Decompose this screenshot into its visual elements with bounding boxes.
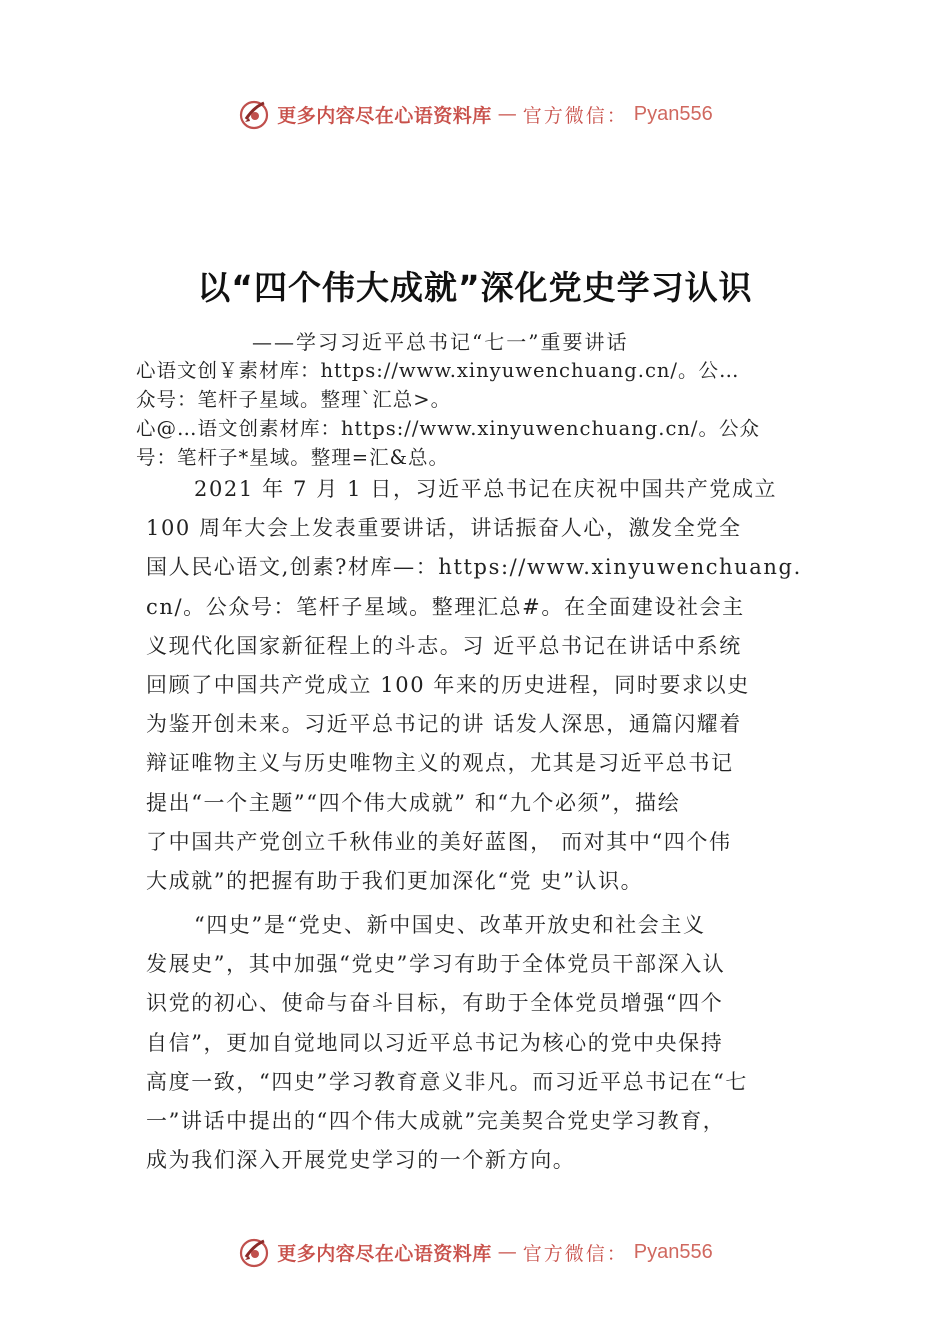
banner-wechat-id: Pyan556 — [633, 1240, 713, 1263]
paragraph-line: 成为我们深入开展党史学习的一个新方向。 — [146, 1148, 576, 1173]
banner-wechat-id: Pyan556 — [633, 102, 713, 125]
banner-separator: — — [497, 1241, 517, 1263]
paragraph-line: 高度一致，“四史”学习教育意义非凡。而习近平总书记在“七 — [146, 1069, 749, 1094]
body-paragraph — [146, 470, 836, 901]
banner-text: 更多内容尽在心语资料库 — [277, 104, 492, 127]
banner-label: 官方微信： — [522, 1242, 628, 1265]
paragraph-line: 发展史”，其中加强“党史”学习有助于全体党员干部深入认 — [146, 952, 726, 977]
banner-text: 更多内容尽在心语资料库 — [277, 1242, 492, 1265]
footer-watermark-banner — [0, 1232, 950, 1272]
header-watermark-banner — [0, 94, 950, 134]
paragraph-line: 国人民心语文,创素?材库—：https://www.xinyuwenchuang. — [146, 555, 802, 580]
paragraph-line: 大成就”的把握有助于我们更加深化“党 史”认识。 — [146, 869, 644, 894]
notice-line: 心@…语文创素材库：https://www.xinyuwenchuang.cn/。公众 — [136, 417, 761, 440]
notice-line: 众号：笔杆子星域。整理`汇总>。 — [136, 388, 452, 411]
paragraph-line: “四史”是“党史、新中国史、改革开放史和社会主义 — [194, 913, 706, 937]
paragraph-line: 自信”，更加自觉地同以习近平总书记为核心的党中央保持 — [146, 1030, 724, 1055]
paragraph-line: 一”讲话中提出的“四个伟大成就”完美契合党史学习教育， — [146, 1109, 726, 1134]
pen-logo-icon — [237, 97, 271, 131]
paragraph-line: 提出“一个主题”“四个伟大成就” 和“九个必须”，描绘 — [146, 790, 681, 815]
paragraph-line: 识党的初心、使命与奋斗目标，有助于全体党员增强“四个 — [146, 991, 724, 1016]
paragraph-line: 辩证唯物主义与历史唯物主义的观点，尤其是习近平总书记 — [146, 751, 734, 776]
banner-separator: — — [497, 103, 517, 125]
paragraph-line: 义现代化国家新征程上的斗志。习 近平总书记在讲话中系统 — [146, 633, 742, 658]
notice-line: 心语文创￥素材库：https://www.xinyuwenchuang.cn/。公… — [136, 359, 740, 382]
notice-line: 号：笔杆子*星域。整理=汇&总。 — [136, 446, 449, 469]
paragraph-line: 100 周年大会上发表重要讲话，讲话振奋人心，激发全党全 — [146, 516, 742, 541]
paragraph-line: 了中国共产党创立千秋伟业的美好蓝图， 而对其中“四个伟 — [146, 829, 732, 854]
notice-block — [136, 356, 836, 414]
paragraph-line: 为鉴开创未来。习近平总书记的讲 话发人深思，通篇闪耀着 — [146, 712, 742, 737]
banner-label: 官方微信： — [522, 104, 628, 127]
document-title: 以“四个伟大成就”深化党史学习认识 — [197, 268, 753, 307]
document-subtitle: ——学习习近平总书记“七一”重要讲话 — [252, 330, 629, 354]
paragraph-line: 回顾了中国共产党成立 100 年来的历史进程，同时要求以史 — [146, 673, 750, 698]
paragraph-line: 2021 年 7 月 1 日，习近平总书记在庆祝中国共产党成立 — [194, 477, 778, 501]
paragraph-line: cn/。公众号：笔杆子星域。整理汇总#。在全面建设社会主 — [146, 594, 745, 619]
pen-logo-icon — [237, 1235, 271, 1269]
body-paragraph — [146, 906, 836, 1180]
notice-block — [136, 414, 836, 472]
